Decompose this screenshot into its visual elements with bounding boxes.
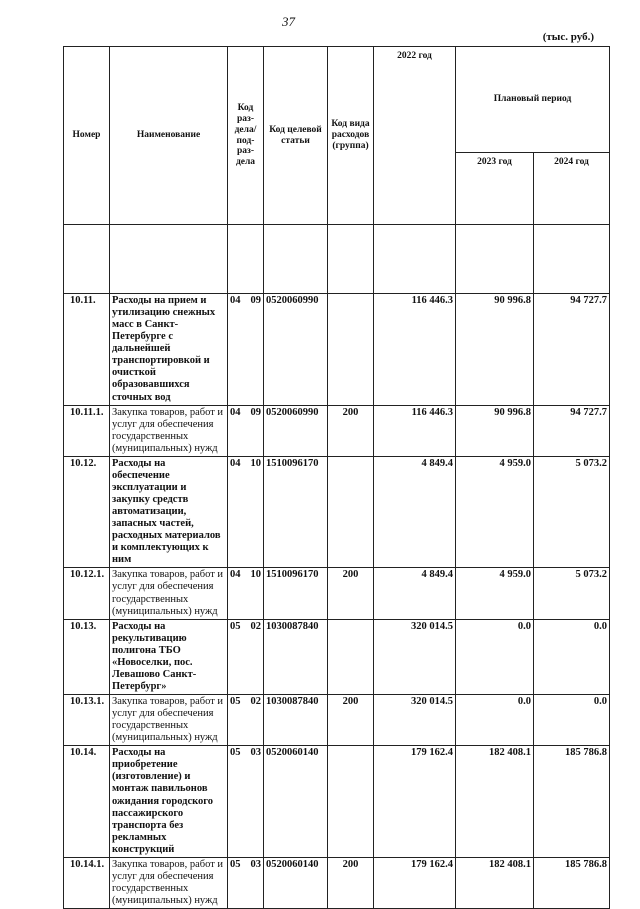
row-amount-2024: 0.0 xyxy=(534,619,610,694)
row-expense-type: 200 xyxy=(328,405,374,456)
row-expense-type: 200 xyxy=(328,568,374,619)
row-amount-2023: 4 959.0 xyxy=(456,568,534,619)
row-subsection-code: 02 xyxy=(244,695,264,746)
row-subsection-code: 03 xyxy=(244,857,264,908)
row-amount-2024: 5 073.2 xyxy=(534,456,610,568)
row-target-code: 1510096170 xyxy=(264,568,328,619)
row-amount-2022: 116 446.3 xyxy=(374,405,456,456)
budget-table xyxy=(63,46,610,909)
row-amount-2023: 90 996.8 xyxy=(456,405,534,456)
table-row xyxy=(64,405,610,456)
row-expense-type xyxy=(328,746,374,858)
row-amount-2024: 94 727.7 xyxy=(534,405,610,456)
table-row xyxy=(64,456,610,568)
table-row xyxy=(64,619,610,694)
row-section-code: 04 xyxy=(228,456,244,568)
row-number: 10.11. xyxy=(64,294,110,406)
row-subsection-code: 10 xyxy=(244,568,264,619)
row-subsection-code: 09 xyxy=(244,405,264,456)
header-2024: 2024 год xyxy=(534,153,610,225)
row-section-code: 05 xyxy=(228,619,244,694)
table-row-blank xyxy=(64,225,610,294)
row-section-code: 05 xyxy=(228,695,244,746)
row-amount-2022: 320 014.5 xyxy=(374,619,456,694)
row-section-code: 04 xyxy=(228,568,244,619)
row-name: Закупка товаров, работ и услуг для обеспечения государственных (муниципальных) нужд xyxy=(110,405,228,456)
header-2023: 2023 год xyxy=(456,153,534,225)
table-row xyxy=(64,857,610,908)
header-2022: 2022 год xyxy=(374,47,456,225)
table-row xyxy=(64,695,610,746)
row-subsection-code: 09 xyxy=(244,294,264,406)
row-subsection-code: 03 xyxy=(244,746,264,858)
page-number: 37 xyxy=(282,14,295,29)
row-expense-type xyxy=(328,456,374,568)
row-name: Расходы на прием и утилизацию снежных масс в Санкт-Петербурге с дальнейшей транспортировкой и очисткой образовавшихся сточных вод xyxy=(110,294,228,406)
row-target-code: 0520060990 xyxy=(264,405,328,456)
row-name: Закупка товаров, работ и услуг для обеспечения государственных (муниципальных) нужд xyxy=(110,857,228,908)
row-amount-2023: 182 408.1 xyxy=(456,857,534,908)
row-amount-2024: 5 073.2 xyxy=(534,568,610,619)
table-row xyxy=(64,746,610,858)
row-subsection-code: 10 xyxy=(244,456,264,568)
row-target-code: 0520060140 xyxy=(264,746,328,858)
row-section-code: 05 xyxy=(228,857,244,908)
row-name: Расходы на обеспечение эксплуатации и закупку средств автоматизации, запасных частей, расходных материалов и комплектующих к ним xyxy=(110,456,228,568)
row-expense-type: 200 xyxy=(328,857,374,908)
header-kod-vida: Код вида расходов (группа) xyxy=(328,47,374,225)
row-number: 10.11.1. xyxy=(64,405,110,456)
row-section-code: 05 xyxy=(228,746,244,858)
header-name: Наименование xyxy=(110,47,228,225)
row-amount-2022: 4 849.4 xyxy=(374,568,456,619)
row-subsection-code: 02 xyxy=(244,619,264,694)
header-kod-razdela: Код раз-дела/ под-раз-дела xyxy=(228,47,264,225)
row-name: Расходы на рекультивацию полигона ТБО «Новоселки, пос. Левашово Санкт-Петербург» xyxy=(110,619,228,694)
row-target-code: 1030087840 xyxy=(264,619,328,694)
row-amount-2023: 182 408.1 xyxy=(456,746,534,858)
row-amount-2022: 179 162.4 xyxy=(374,857,456,908)
row-number: 10.12. xyxy=(64,456,110,568)
header-nomer: Номер xyxy=(64,47,110,225)
row-amount-2024: 185 786.8 xyxy=(534,746,610,858)
row-amount-2024: 0.0 xyxy=(534,695,610,746)
table-body xyxy=(64,225,610,909)
row-expense-type: 200 xyxy=(328,695,374,746)
row-expense-type xyxy=(328,294,374,406)
row-section-code: 04 xyxy=(228,405,244,456)
row-section-code: 04 xyxy=(228,294,244,406)
row-number: 10.13. xyxy=(64,619,110,694)
table-row xyxy=(64,294,610,406)
row-target-code: 0520060990 xyxy=(264,294,328,406)
row-expense-type xyxy=(328,619,374,694)
row-amount-2022: 4 849.4 xyxy=(374,456,456,568)
row-target-code: 1510096170 xyxy=(264,456,328,568)
row-amount-2023: 4 959.0 xyxy=(456,456,534,568)
row-amount-2023: 0.0 xyxy=(456,695,534,746)
row-target-code: 0520060140 xyxy=(264,857,328,908)
row-name: Расходы на приобретение (изготовление) и монтаж павильонов ожидания городского пассажирского транспорта без рекламных конструкций xyxy=(110,746,228,858)
row-amount-2022: 116 446.3 xyxy=(374,294,456,406)
table-row xyxy=(64,568,610,619)
row-amount-2023: 90 996.8 xyxy=(456,294,534,406)
row-amount-2022: 179 162.4 xyxy=(374,746,456,858)
row-amount-2024: 94 727.7 xyxy=(534,294,610,406)
units-label: (тыс. руб.) xyxy=(542,31,594,43)
row-amount-2024: 185 786.8 xyxy=(534,857,610,908)
row-number: 10.13.1. xyxy=(64,695,110,746)
row-name: Закупка товаров, работ и услуг для обеспечения государственных (муниципальных) нужд xyxy=(110,568,228,619)
row-number: 10.14.1. xyxy=(64,857,110,908)
row-name: Закупка товаров, работ и услуг для обеспечения государственных (муниципальных) нужд xyxy=(110,695,228,746)
row-amount-2023: 0.0 xyxy=(456,619,534,694)
row-target-code: 1030087840 xyxy=(264,695,328,746)
header-kod-celevoy: Код целевой статьи xyxy=(264,47,328,225)
row-amount-2022: 320 014.5 xyxy=(374,695,456,746)
row-number: 10.12.1. xyxy=(64,568,110,619)
row-number: 10.14. xyxy=(64,746,110,858)
header-planovy: Плановый период xyxy=(456,47,610,153)
